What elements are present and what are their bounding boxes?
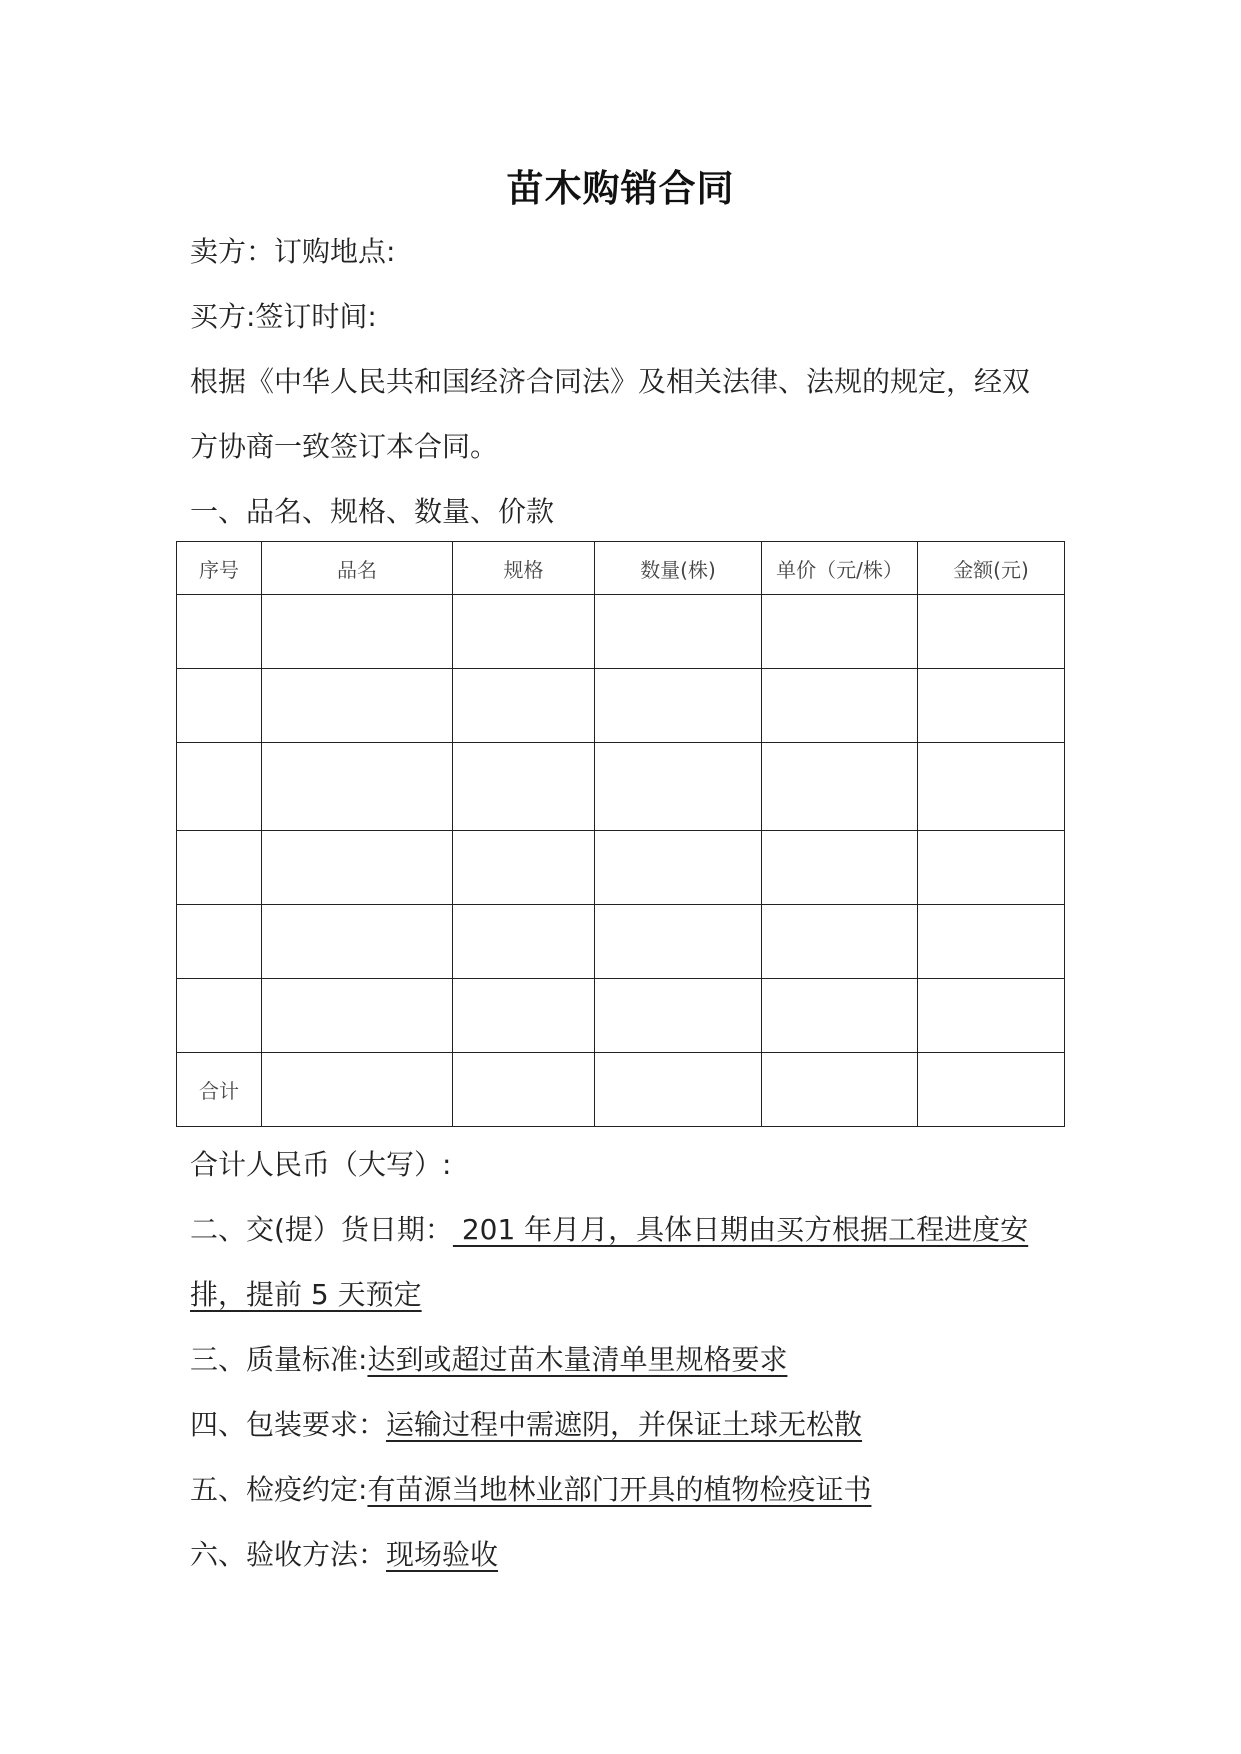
- table-cell: [595, 831, 762, 905]
- table-cell: [918, 669, 1065, 743]
- table-cell: [177, 905, 262, 979]
- table-cell: [762, 595, 918, 669]
- section-2-label: 二、交(提）货日期：: [190, 1213, 453, 1246]
- section-6-value: 现场验收: [386, 1538, 499, 1571]
- header-cell-unit-price: 单价（元/株）: [762, 542, 918, 595]
- table-row: [177, 905, 1065, 979]
- table-cell: [262, 595, 453, 669]
- table-cell: [918, 595, 1065, 669]
- section-6-line: [190, 1533, 498, 1573]
- table-cell: [453, 1053, 595, 1127]
- table-row: [177, 831, 1065, 905]
- table-cell: [918, 905, 1065, 979]
- section-4-line: [190, 1403, 862, 1443]
- section-2-value: 201 年月月，具体日期由买方根据工程进度安: [452, 1213, 1029, 1246]
- table-cell: [262, 1053, 453, 1127]
- table-cell: [918, 743, 1065, 831]
- table-cell: [595, 979, 762, 1053]
- table-cell: [762, 831, 918, 905]
- table-header-row: [177, 542, 1065, 595]
- section-1-heading: 一、品名、规格、数量、价款: [190, 495, 555, 528]
- table-cell: [453, 831, 595, 905]
- table-row: [177, 595, 1065, 669]
- table-cell: [762, 669, 918, 743]
- table-cell: [595, 595, 762, 669]
- table-cell: [762, 1053, 918, 1127]
- product-table: [176, 541, 1065, 1127]
- section-3-line: [190, 1338, 787, 1378]
- table-cell: [262, 979, 453, 1053]
- table-cell: [595, 905, 762, 979]
- header-cell-index: 序号: [177, 542, 262, 595]
- section-6-label: 六、验收方法：: [190, 1538, 387, 1571]
- table-cell: [262, 743, 453, 831]
- table-row: [177, 743, 1065, 831]
- section-5-label: 五、检疫约定:: [190, 1473, 368, 1506]
- table-cell: [177, 595, 262, 669]
- section-5-value: 有苗源当地林业部门开具的植物检疫证书: [367, 1473, 872, 1506]
- table-cell: [918, 1053, 1065, 1127]
- table-cell: [177, 831, 262, 905]
- table-cell: [177, 979, 262, 1053]
- table-cell: [262, 905, 453, 979]
- table-cell: [762, 743, 918, 831]
- table-cell: [595, 743, 762, 831]
- total-label-cell: 合计: [177, 1053, 262, 1127]
- table-cell: [453, 669, 595, 743]
- table-cell: [177, 743, 262, 831]
- section-4-label: 四、包装要求：: [190, 1408, 387, 1441]
- table-cell: [453, 743, 595, 831]
- section-3-label: 三、质量标准:: [190, 1343, 368, 1376]
- section-2-line-1: [190, 1208, 1028, 1248]
- intro-paragraph-line-1: 根据《中华人民共和国经济合同法》及相关法律、法规的规定，经双: [190, 365, 1031, 398]
- table-cell: [262, 669, 453, 743]
- total-rmb-line: 合计人民币（大写）:: [190, 1148, 452, 1181]
- table-row: [177, 669, 1065, 743]
- header-cell-name: 品名: [262, 542, 453, 595]
- table-cell: [177, 669, 262, 743]
- table-cell: [762, 905, 918, 979]
- section-2-value-continued: 排，提前 5 天预定: [190, 1278, 422, 1311]
- header-cell-quantity: 数量(株): [595, 542, 762, 595]
- seller-line: 卖方：订购地点:: [190, 235, 396, 268]
- section-4-value: 运输过程中需遮阴，并保证土球无松散: [386, 1408, 863, 1441]
- table-cell: [595, 669, 762, 743]
- table-cell: [262, 831, 453, 905]
- table-total-row: [177, 1053, 1065, 1127]
- table-cell: [762, 979, 918, 1053]
- table-cell: [453, 595, 595, 669]
- table-cell: [918, 979, 1065, 1053]
- buyer-line: 买方:签订时间:: [190, 300, 377, 333]
- table-cell: [918, 831, 1065, 905]
- intro-paragraph-line-2: 方协商一致签订本合同。: [190, 430, 499, 463]
- document-title: 苗木购销合同: [506, 167, 735, 210]
- table-cell: [453, 979, 595, 1053]
- table-cell: [595, 1053, 762, 1127]
- section-2-line-2: [190, 1273, 422, 1313]
- section-5-line: [190, 1468, 871, 1508]
- header-cell-amount: 金额(元): [918, 542, 1065, 595]
- table-row: [177, 979, 1065, 1053]
- section-3-value: 达到或超过苗木量清单里规格要求: [367, 1343, 788, 1376]
- table-cell: [453, 905, 595, 979]
- header-cell-spec: 规格: [453, 542, 595, 595]
